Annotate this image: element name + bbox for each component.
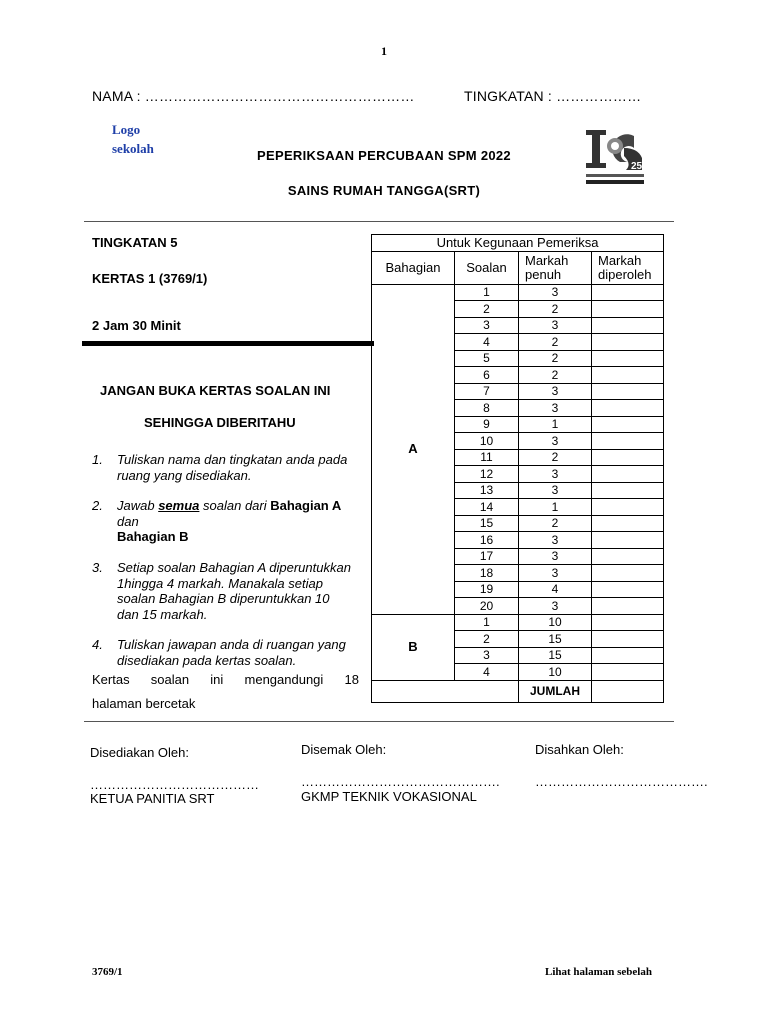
instruction-text: 1hingga 4 markah. Manakala setiap (117, 575, 323, 591)
question-number: 3 (455, 317, 519, 334)
header-text: diperoleh (598, 266, 652, 282)
table-row (372, 284, 664, 301)
marks-obtained-cell[interactable] (592, 284, 664, 301)
question-number: 9 (455, 416, 519, 433)
instruction-3 (92, 560, 374, 624)
full-marks: 15 (519, 647, 592, 664)
instruction-text: soalan dari (199, 498, 271, 513)
page-number: 1 (381, 44, 387, 58)
svg-text:25: 25 (631, 161, 643, 172)
total-marks-cell[interactable] (592, 680, 664, 702)
full-marks: 3 (519, 532, 592, 549)
instruction-text: dan (117, 513, 139, 529)
instruction-text: soalan Bahagian B diperuntukkan 10 (117, 591, 330, 606)
header-soalan: Soalan (455, 251, 519, 284)
marks-obtained-cell[interactable] (592, 598, 664, 615)
full-marks: 10 (519, 614, 592, 631)
top-divider (84, 221, 674, 222)
notice-word: soalan (150, 672, 190, 687)
full-marks: 3 (519, 400, 592, 417)
kertas-label: KERTAS 1 (3769/1) (92, 271, 208, 286)
marks-obtained-cell[interactable] (592, 664, 664, 681)
question-number: 13 (455, 482, 519, 499)
instruction-number: 4. (92, 637, 103, 652)
full-marks: 10 (519, 664, 592, 681)
table-caption-row (372, 235, 664, 252)
tingkatan-label: TINGKATAN 5 (92, 235, 178, 250)
question-number: 16 (455, 532, 519, 549)
marks-obtained-cell[interactable] (592, 449, 664, 466)
subject-title: SAINS RUMAH TANGGA(SRT) (287, 183, 481, 198)
full-marks: 2 (519, 515, 592, 532)
instruction-number: 1. (92, 452, 103, 467)
instruction-number: 2. (92, 498, 103, 513)
instruction-text: Tuliskan jawapan anda di ruangan yang (117, 637, 346, 652)
total-row (372, 680, 664, 702)
instruction-4 (92, 637, 372, 669)
full-marks: 3 (519, 482, 592, 499)
table-row (372, 614, 664, 631)
nama-field: NAMA : ………………………………………………… (92, 88, 415, 104)
signature-prepared-role: Disediakan Oleh: (90, 745, 189, 760)
question-number: 20 (455, 598, 519, 615)
marks-obtained-cell[interactable] (592, 631, 664, 648)
marks-obtained-cell[interactable] (592, 433, 664, 450)
question-number: 1 (455, 614, 519, 631)
marks-obtained-cell[interactable] (592, 532, 664, 549)
notice-word: mengandungi (244, 672, 324, 687)
instruction-text: dan 15 markah. (117, 606, 208, 622)
question-number: 18 (455, 565, 519, 582)
full-marks: 3 (519, 598, 592, 615)
marks-obtained-cell[interactable] (592, 301, 664, 318)
duration-label: 2 Jam 30 Minit (92, 318, 181, 333)
instruction-section: Bahagian B (117, 529, 189, 544)
footer-next-page: Lihat halaman sebelah (545, 966, 652, 978)
full-marks: 1 (519, 499, 592, 516)
full-marks: 3 (519, 548, 592, 565)
notice-word: Kertas (92, 672, 130, 687)
marks-obtained-cell[interactable] (592, 565, 664, 582)
question-number: 10 (455, 433, 519, 450)
marks-obtained-cell[interactable] (592, 515, 664, 532)
signature-checked-role: Disemak Oleh: (301, 742, 387, 757)
total-label: JUMLAH (519, 680, 592, 702)
signature-prepared-dots: ………………………………… (90, 777, 259, 792)
question-number: 15 (455, 515, 519, 532)
instruction-2 (92, 498, 372, 546)
section-label-b: B (372, 614, 455, 680)
full-marks: 2 (519, 367, 592, 384)
full-marks: 2 (519, 350, 592, 367)
table-header-row (372, 251, 664, 284)
full-marks: 4 (519, 581, 592, 598)
section-label-a: A (372, 284, 455, 614)
header-markah-penuh (519, 251, 592, 284)
question-number: 11 (455, 449, 519, 466)
notice-word: 18 (344, 672, 359, 687)
instruction-text: Jawab (117, 498, 159, 513)
instruction-emphasis: semua (158, 498, 200, 513)
question-number: 19 (455, 581, 519, 598)
warning-line1: JANGAN BUKA KERTAS SOALAN INI (100, 383, 331, 398)
instruction-1 (92, 452, 372, 484)
question-number: 2 (455, 631, 519, 648)
question-number: 5 (455, 350, 519, 367)
full-marks: 3 (519, 317, 592, 334)
question-number: 4 (455, 334, 519, 351)
full-marks: 1 (519, 416, 592, 433)
instruction-section: Bahagian A (270, 498, 342, 513)
full-marks: 3 (519, 433, 592, 450)
tingkatan-field: TINGKATAN : ……………… (464, 88, 642, 104)
thick-divider (82, 341, 374, 346)
signature-approved-dots: …………………………………. (535, 774, 708, 789)
warning-line2: SEHINGGA DIBERITAHU (144, 415, 296, 430)
question-number: 8 (455, 400, 519, 417)
signature-approved-role: Disahkan Oleh: (535, 742, 624, 757)
marks-obtained-cell[interactable] (592, 350, 664, 367)
logo-text-line2: sekolah (112, 141, 154, 156)
exam-title: PEPERIKSAAN PERCUBAAN SPM 2022 (257, 148, 511, 163)
header-text: Markah (598, 252, 642, 268)
question-number: 6 (455, 367, 519, 384)
marks-obtained-cell[interactable] (592, 383, 664, 400)
instruction-text: ruang yang disediakan. (117, 467, 252, 483)
table-caption: Untuk Kegunaan Pemeriksa (372, 235, 664, 252)
notice-word: ini (210, 672, 224, 687)
marks-obtained-cell[interactable] (592, 466, 664, 483)
full-marks: 3 (519, 565, 592, 582)
header-text: penuh (525, 266, 562, 282)
instruction-text: disediakan pada kertas soalan. (117, 652, 297, 668)
question-number: 3 (455, 647, 519, 664)
marks-obtained-cell[interactable] (592, 416, 664, 433)
header-markah-diperoleh (592, 251, 664, 284)
marks-obtained-cell[interactable] (592, 317, 664, 334)
marks-obtained-cell[interactable] (592, 647, 664, 664)
signature-prepared-title: KETUA PANITIA SRT (90, 791, 215, 806)
page-count-notice (92, 668, 359, 716)
notice-line2: halaman bercetak (92, 696, 196, 711)
full-marks: 2 (519, 301, 592, 318)
bottom-divider (84, 721, 674, 722)
marks-obtained-cell[interactable] (592, 499, 664, 516)
signature-checked-dots: ………………………………………. (301, 774, 500, 789)
instruction-text: Setiap soalan Bahagian A diperuntukkan (117, 560, 351, 575)
marks-obtained-cell[interactable] (592, 334, 664, 351)
full-marks: 3 (519, 466, 592, 483)
marks-obtained-cell[interactable] (592, 367, 664, 384)
marks-obtained-cell[interactable] (592, 482, 664, 499)
full-marks: 3 (519, 383, 592, 400)
question-number: 14 (455, 499, 519, 516)
header-text: Markah (525, 252, 569, 268)
marks-obtained-cell[interactable] (592, 581, 664, 598)
question-number: 4 (455, 664, 519, 681)
footer-paper-code: 3769/1 (92, 966, 123, 978)
marks-obtained-cell[interactable] (592, 548, 664, 565)
marks-obtained-cell[interactable] (592, 614, 664, 631)
full-marks: 15 (519, 631, 592, 648)
instruction-number: 3. (92, 560, 103, 575)
full-marks: 2 (519, 449, 592, 466)
total-row-blank (372, 680, 519, 702)
logo-text-line1: Logo (112, 122, 141, 137)
header-bahagian: Bahagian (372, 251, 455, 284)
question-number: 1 (455, 284, 519, 301)
question-number: 2 (455, 301, 519, 318)
question-number: 17 (455, 548, 519, 565)
signature-checked-title: GKMP TEKNIK VOKASIONAL (301, 789, 477, 804)
question-number: 12 (455, 466, 519, 483)
full-marks: 2 (519, 334, 592, 351)
question-number: 7 (455, 383, 519, 400)
marks-obtained-cell[interactable] (592, 400, 664, 417)
instruction-text: Tuliskan nama dan tingkatan anda pada (117, 452, 348, 467)
full-marks: 3 (519, 284, 592, 301)
examiner-table (371, 234, 664, 703)
